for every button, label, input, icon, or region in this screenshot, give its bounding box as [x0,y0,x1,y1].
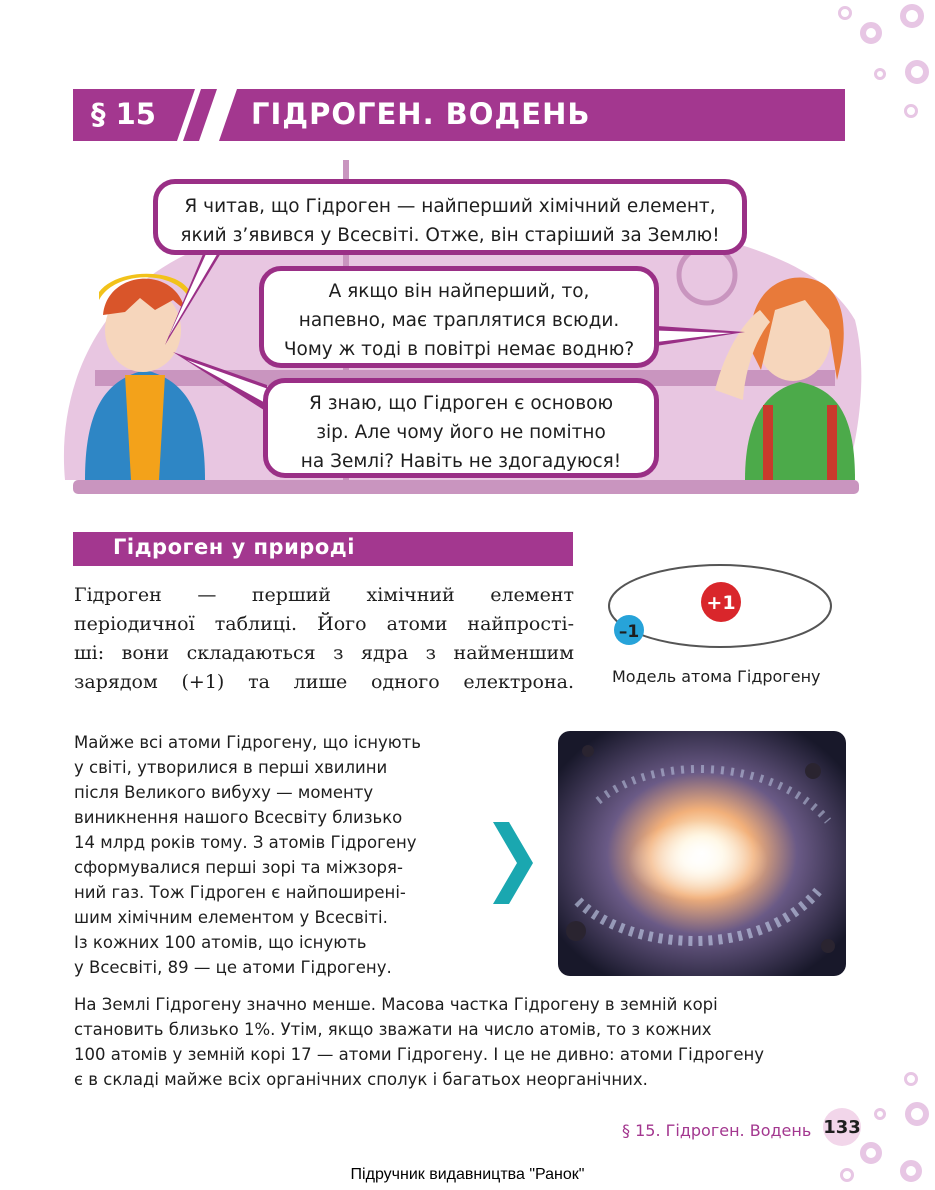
paragraph-line: становить близько 1%. Утім, якщо зважати на число атомів, то з кожних [74,1020,712,1039]
decor-circle [874,68,886,80]
running-title: § 15. Гідроген. Водень [622,1121,812,1140]
paragraph-line: зарядом (+1) та лише одного електрона. [74,671,574,693]
paragraph-big-bang [74,730,421,980]
bubble-line: Я знаю, що Гідроген є основою [308,393,614,414]
decor-circle [904,104,918,118]
section-heading: Гідроген у природі [113,535,355,559]
bubble-line: зір. Але чому його не помітно [316,422,606,443]
section-number: § 15 [91,97,156,131]
decor-circle [905,60,929,84]
paragraph-line: періодичної таблиці. Його атоми найпрості- [74,613,574,635]
decor-circle [860,1142,882,1164]
paragraph-line: після Великого вибуху — моменту [74,783,374,802]
decor-circle [874,1108,886,1120]
nucleus-charge-label: +1 [706,592,736,614]
bubble-line: напевно, має траплятися всюди. [298,310,620,331]
publisher-line: Підручник видавництва "Ранок" [350,1166,585,1183]
decor-circle [905,1102,929,1126]
bubble-line: який з’явився у Всесвіті. Отже, він старіший за Землю! [180,225,720,246]
chevron-right-icon [493,822,533,904]
paragraph-line: виникнення нашого Всесвіту близько [74,808,403,827]
bubble-line: Я читав, що Гідроген — найперший хімічний елемент, [184,196,716,217]
page-number: 133 [823,1108,861,1146]
electron-charge-label: –1 [618,622,640,642]
paragraph-line: ші: вони складаються з ядра з найменшим [74,642,574,664]
section-heading-bar [73,532,573,566]
bubble-line: А якщо він найперший, то, [328,281,590,302]
atom-model-caption: Модель атома Гідрогену [612,667,821,686]
decor-circle [838,6,852,20]
decor-circle [900,4,924,28]
paragraph-line: Із кожних 100 атомів, що існують [74,933,367,952]
chapter-title-bar [73,89,845,141]
intro-paragraph [74,581,574,697]
decor-circle [860,22,882,44]
title-slash-decor [177,89,237,141]
chapter-title: ГІДРОГЕН. ВОДЕНЬ [251,97,591,131]
lab-bench [73,480,859,494]
paragraph-line: 100 атомів у земній корі 17 — атоми Гідрогену. І це не дивно: атоми Гідрогену [74,1045,765,1064]
paragraph-line: у світі, утворилися в перші хвилини [74,758,388,777]
paragraph-line: ний газ. Тож Гідроген є найпоширені- [74,883,406,902]
galaxy-image [558,731,846,976]
speech-bubble-boy-2 [263,378,659,478]
paragraph-line: 14 млрд років тому. З атомів Гідрогену [74,833,417,852]
atom-model-diagram [600,560,840,660]
paragraph-line: є в складі майже всіх органічних сполук і багатьох неорганічних. [74,1070,648,1089]
speech-bubble-boy-1 [153,179,747,255]
bubble-line: на Землі? Навіть не здогадуюся! [300,451,622,472]
paragraph-line: Майже всі атоми Гідрогену, що існують [74,733,421,752]
paragraph-line: сформувалися перші зорі та міжзоря- [74,858,403,877]
bubble-line: Чому ж тоді в повітрі немає водню? [283,339,635,360]
decor-circle [904,1072,918,1086]
paragraph-line: На Землі Гідрогену значно менше. Масова частка Гідрогену в земній корі [74,995,718,1014]
speech-bubble-girl [259,266,659,368]
paragraph-line: Гідроген — перший хімічний елемент [74,584,574,606]
paragraph-line: шим хімічним елементом у Всесвіті. [74,908,388,927]
paragraph-line: у Всесвіті, 89 — це атоми Гідрогену. [74,958,392,977]
paragraph-earth [74,992,764,1092]
